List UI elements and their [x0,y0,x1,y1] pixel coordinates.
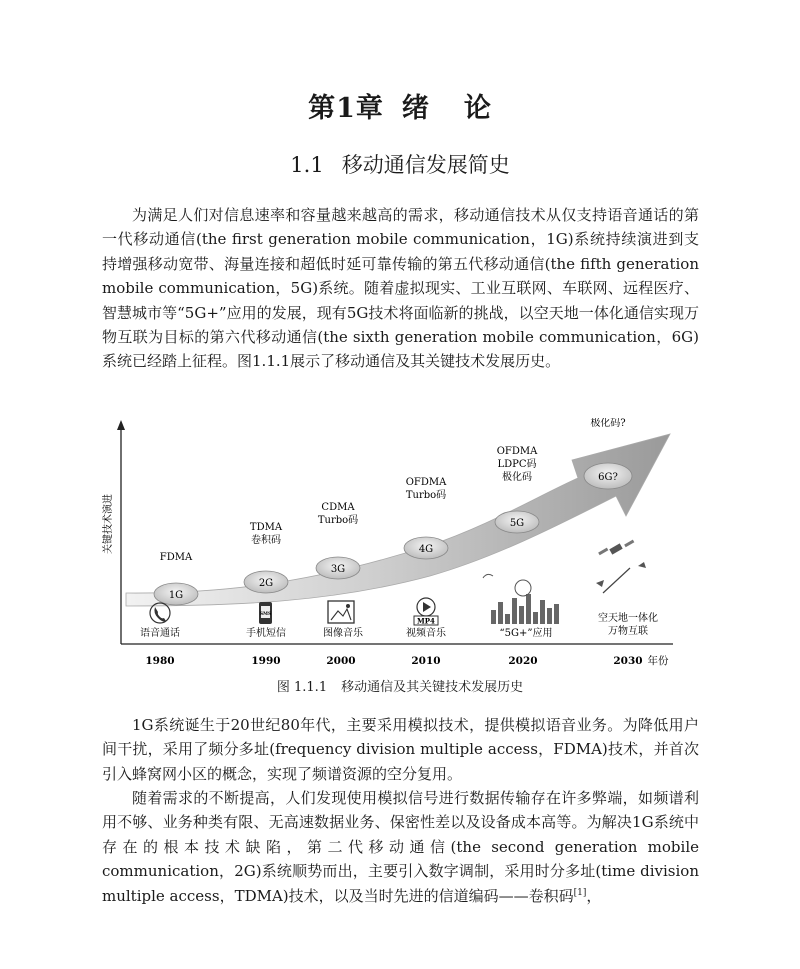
city-building-3 [505,614,510,624]
service-label-6g-2: 万物互联 [608,626,648,637]
generation-label-2: 2G [258,578,274,589]
chapter-suffix: 章 [355,93,384,124]
satellite-panel-left [598,548,608,556]
chapter-title-1: 绪 [401,93,430,124]
section-number: 1.1 [290,153,324,177]
satellite-icon [609,543,622,554]
tech-label-3-2: Turbo码 [317,515,359,526]
mp4-label: MP4 [417,616,435,626]
figure-1-1-1 [98,418,698,693]
wifi-signal-icon [483,574,493,578]
section-heading [0,149,800,179]
tech-label-5-3: 极化码 [502,472,532,483]
caption-text: 移动通信及其关键技术发展历史 [341,680,524,695]
city-building-6 [526,594,531,624]
paragraph-3 [102,786,699,908]
sms-label: SMS [259,612,272,617]
citation-ref-1: [1] [573,887,587,898]
figure-caption [0,676,800,695]
tech-label-4-2: Turbo码 [405,490,447,501]
x-axis-label: 年份 [647,655,669,667]
generation-label-5: 5G [509,518,525,529]
tech-label-4-1: OFDMA [405,477,447,488]
y-axis-label: 关键技术演进 [103,494,114,554]
service-label-1: 语音通话 [140,628,180,639]
tech-label-3-1: CDMA [321,502,355,513]
chapter-number: 1 [336,93,356,124]
tech-label-6-1: 极化码? [590,418,626,429]
tech-label-5-2: LDPC码 [497,459,537,470]
chapter-heading [0,86,800,125]
network-globe-icon [515,580,531,596]
year-tick-2030: 2030 [613,655,643,667]
city-building-8 [540,600,545,624]
service-label-6g-1: 空天地一体化 [598,613,658,624]
year-tick-2010: 2010 [411,655,441,667]
year-tick-1990: 1990 [251,655,281,667]
city-building-9 [547,608,552,624]
tech-label-5-1: OFDMA [496,446,538,457]
service-label-3: 图像音乐 [323,628,363,639]
image-icon-sun [346,604,350,608]
paragraph-2: 1G系统诞生于20世纪80年代，主要采用模拟技术，提供模拟语音业务。为降低用户间干扰，采用了频分多址(frequency division multiple access，FDMA)技术，并首次引入蜂窝网小区的概念，实现了频谱资源的空分复用。 [102,716,699,783]
city-building-10 [554,604,559,624]
evolution-arrow [126,434,670,606]
service-label-4: 视频音乐 [406,628,446,639]
chapter-prefix: 第 [308,93,337,124]
aircraft-icon [596,580,604,587]
tech-label-2-1: TDMA [249,522,283,533]
generation-label-6: 6G? [598,472,618,483]
chapter-title-2: 论 [463,93,492,124]
y-axis-arrowhead [117,420,125,430]
service-label-5: “5G+”应用 [499,628,553,639]
year-tick-2000: 2000 [326,655,356,667]
satellite-signal-line [603,568,630,593]
drone-icon [638,562,646,568]
city-building-5 [519,606,524,624]
caption-number: 图 1.1.1 [276,680,328,695]
generation-label-4: 4G [418,544,434,555]
city-building-7 [533,612,538,624]
city-building-4 [512,598,517,624]
video-play-triangle [423,602,431,612]
section-title: 移动通信发展简史 [341,153,510,177]
satellite-panel-right [624,540,634,548]
generation-label-1: 1G [168,590,184,601]
paragraph-3-end: ， [586,886,602,905]
timeline-chart [98,418,698,693]
city-building-2 [498,602,503,624]
city-building-1 [491,610,496,624]
tech-label-1-1: FDMA [159,552,193,563]
year-tick-2020: 2020 [508,655,538,667]
tech-label-2-2: 卷积码 [251,535,281,546]
paragraph-1: 为满足人们对信息速率和容量越来越高的需求，移动通信技术从仅支持语音通话的第一代移动通信(the first generation mobile communication，1G)系统持续演进到支持增强移动宽带、海量连接和超低时延可靠传输的第五代移动通信(the fifth generation mobile communication，5G)系统。随着虚拟现实、工业互联网、车联网、远程医疗、智慧城市等“5G+”应用的发展，现有5G技术将面临新的挑战，以空天地一体化通信实现万物互联为目标的第六代移动通信(the sixth generation mobile communication，6G)系统已经踏上征程。图1.1.1展示了移动通信及其关键技术发展历史。 [102,206,699,371]
year-tick-1980: 1980 [145,655,175,667]
paragraph-3-text: 随着需求的不断提高，人们发现使用模拟信号进行数据传输存在许多弊端，如频谱利用不够、业务种类有限、无高速数据业务、保密性差以及设备成本高等。为解决1G系统中存在的根本技术缺陷，第二代移动通信(the second generation mobile communication，2G)系统顺势而出，主要引入数字调制，采用时分多址(time division multiple access，TDMA)技术，以及当时先进的信道编码——卷积码 [102,789,699,905]
generation-label-3: 3G [330,564,346,575]
service-label-2: 手机短信 [246,628,286,639]
phone-handset-icon [154,607,166,622]
